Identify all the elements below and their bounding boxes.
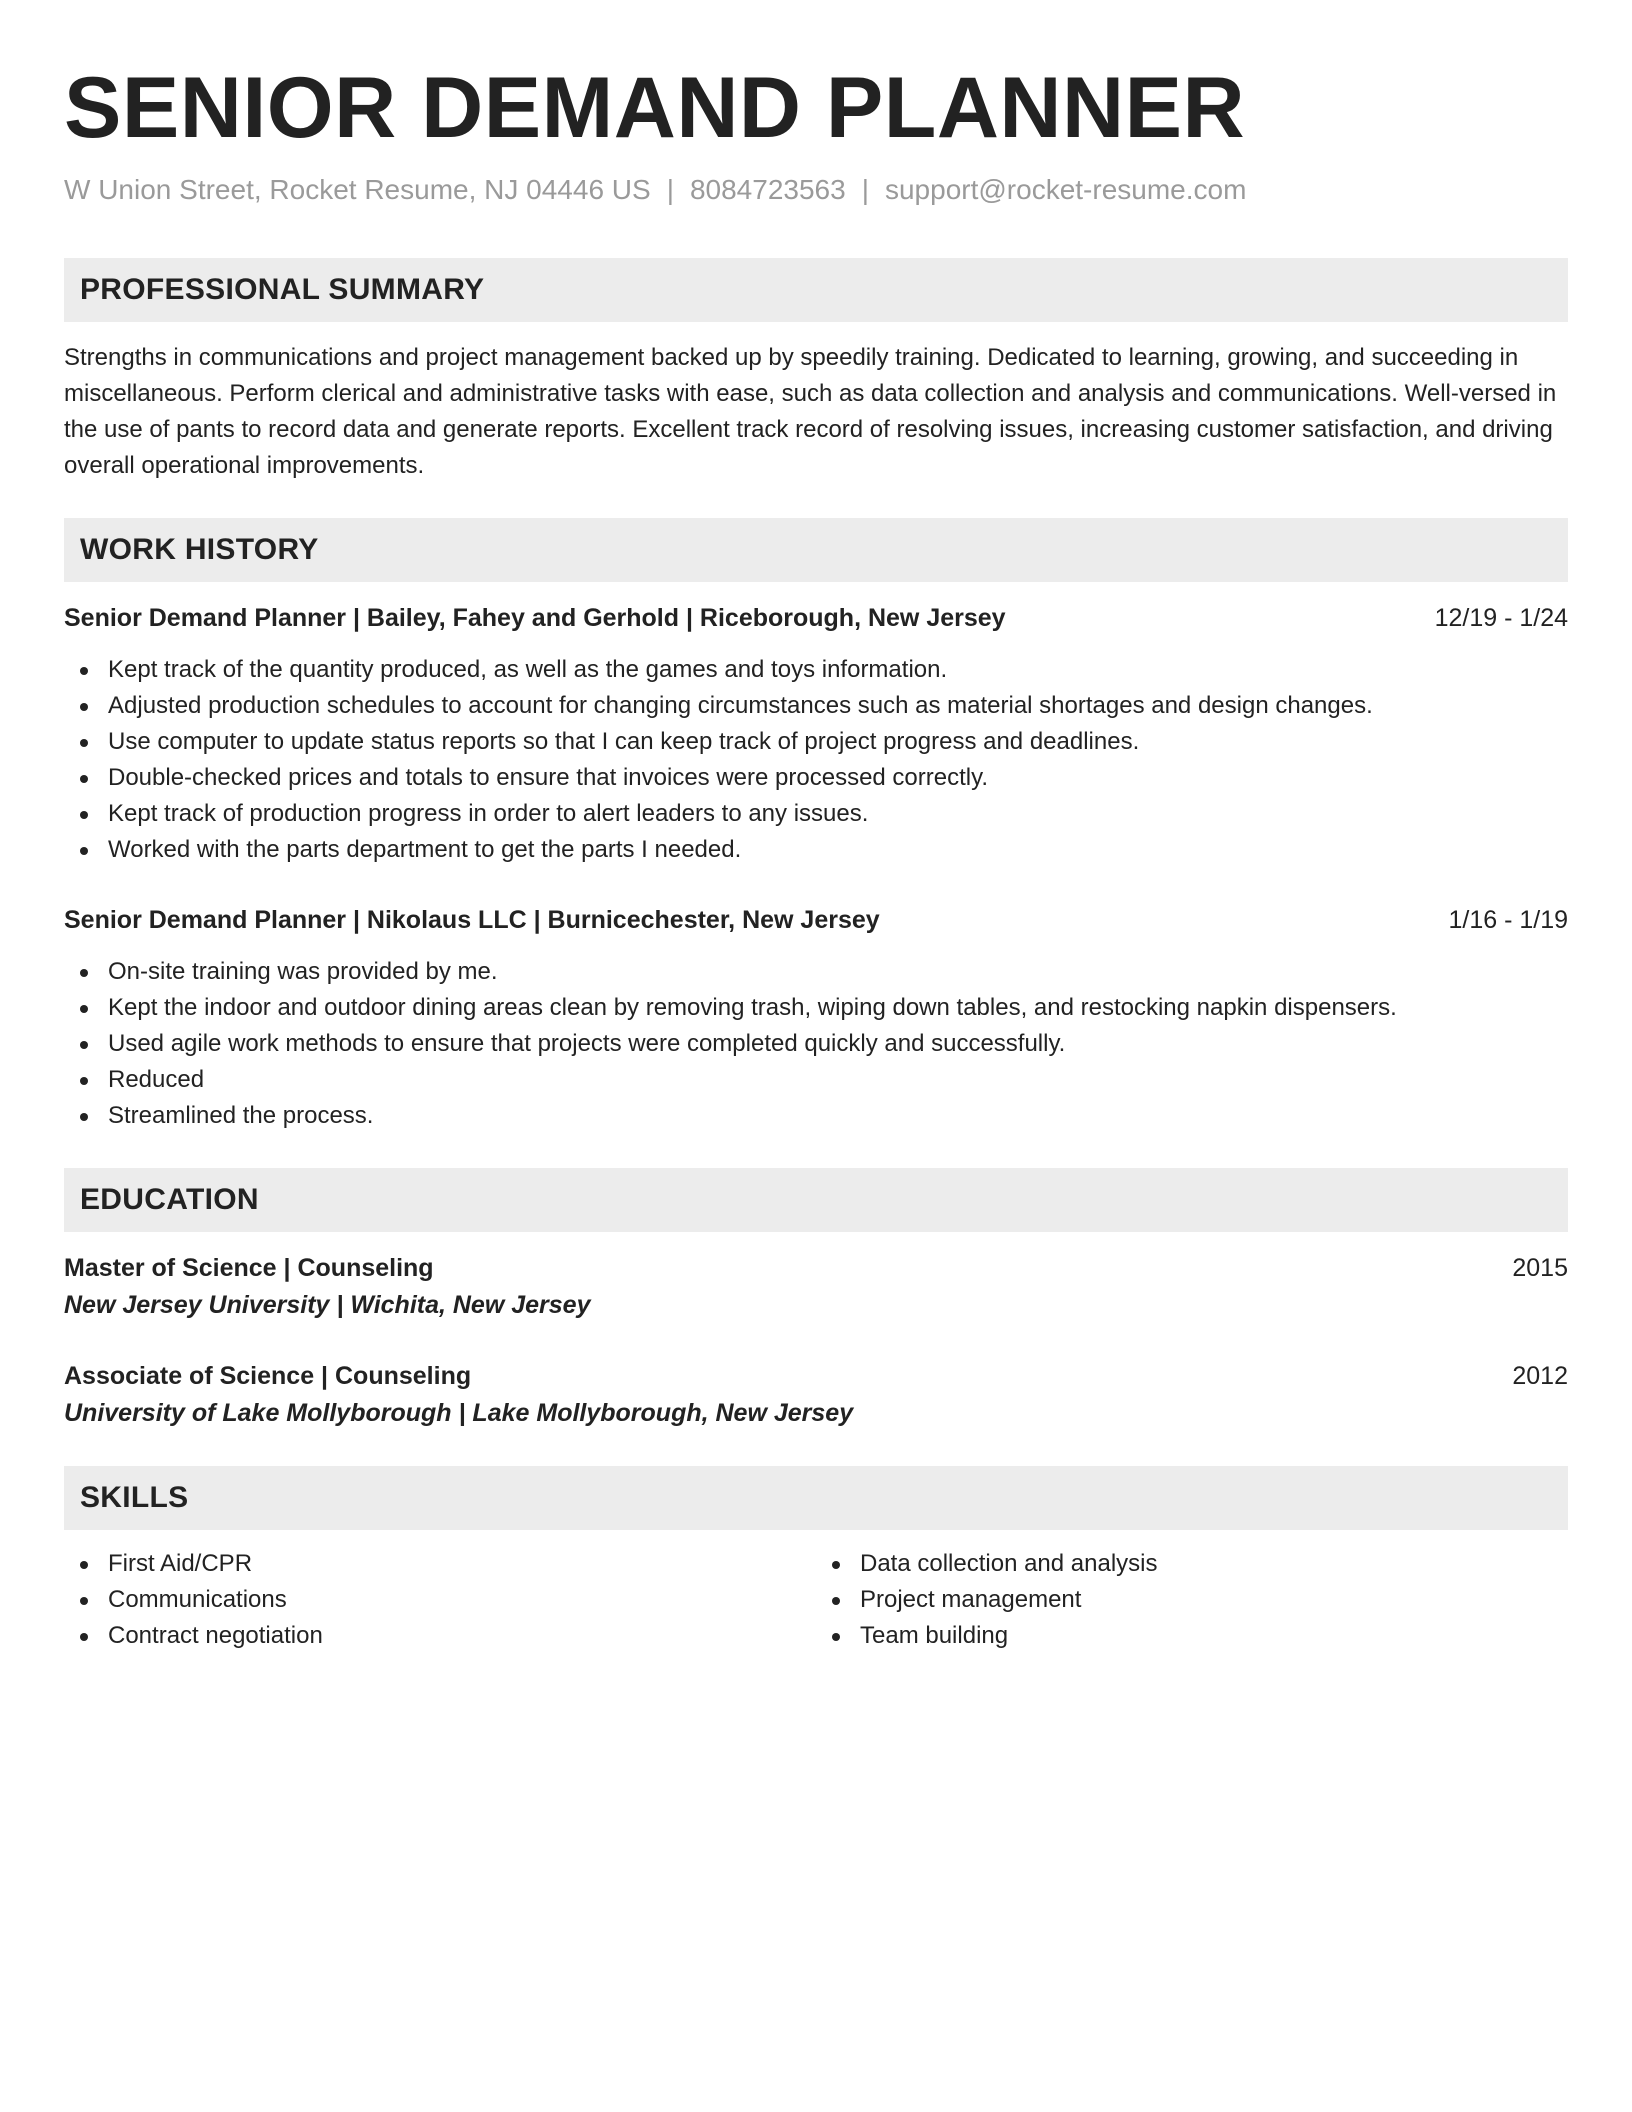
skill-item: Project management <box>816 1582 1568 1618</box>
job-bullet: Streamlined the process. <box>64 1098 1568 1134</box>
contact-address: W Union Street, Rocket Resume, NJ 04446 US <box>64 174 651 205</box>
job-bullet: Worked with the parts department to get the parts I needed. <box>64 832 1568 868</box>
job-dates: 12/19 - 1/24 <box>1434 604 1568 632</box>
school-name: University of Lake Mollyborough | Lake Mollyborough, New Jersey <box>64 1399 854 1427</box>
skills-heading: SKILLS <box>64 1466 1568 1530</box>
skill-item: Team building <box>816 1618 1568 1654</box>
summary-text: Strengths in communications and project management backed up by speedily training. Dedicated to learning, growing, and succeeding in miscellaneous. Perform clerical and administrative tasks with ease, such as data collection and analysis and communications. Well-versed in the use of pants to record data and generate reports. Excellent track record of resolving issues, increasing customer satisfaction, and driving overall operational improvements. <box>64 344 1557 479</box>
skill-item: Communications <box>64 1582 816 1618</box>
job-dates: 1/16 - 1/19 <box>1448 906 1568 934</box>
job-bullet: Use computer to update status reports so that I can keep track of project progress and deadlines. <box>64 724 1568 760</box>
job-bullet: On-site training was provided by me. <box>64 954 1568 990</box>
summary-heading: PROFESSIONAL SUMMARY <box>64 258 1568 322</box>
school-name: New Jersey University | Wichita, New Jersey <box>64 1291 591 1319</box>
education-heading: EDUCATION <box>64 1168 1568 1232</box>
contact-phone: 8084723563 <box>689 174 846 205</box>
job-header <box>64 902 1568 938</box>
job-bullet: Reduced <box>64 1062 1568 1098</box>
job-entry <box>64 600 1568 868</box>
graduation-year: 2012 <box>1512 1362 1568 1390</box>
skill-item: Contract negotiation <box>64 1618 816 1654</box>
contact-separator: | <box>666 174 674 205</box>
job-bullet: Kept track of the quantity produced, as well as the games and toys information. <box>64 652 1568 688</box>
contact-line <box>64 172 1568 208</box>
skills-column-left <box>64 1546 816 1654</box>
education-header <box>64 1250 1568 1286</box>
skill-item: First Aid/CPR <box>64 1546 816 1582</box>
skills-grid <box>64 1546 1568 1654</box>
work-history-heading: WORK HISTORY <box>64 518 1568 582</box>
job-bullets <box>64 954 1568 1134</box>
degree: Master of Science | Counseling <box>64 1254 434 1282</box>
job-title: Senior Demand Planner | Bailey, Fahey and Gerhold | Riceborough, New Jersey <box>64 604 1006 632</box>
skill-item: Data collection and analysis <box>816 1546 1568 1582</box>
job-entry <box>64 902 1568 1134</box>
candidate-name: SENIOR DEMAND PLANNER <box>64 60 1246 156</box>
education-entry <box>64 1358 1568 1432</box>
skills-column-right <box>816 1546 1568 1654</box>
job-bullet: Kept the indoor and outdoor dining areas clean by removing trash, wiping down tables, and restocking napkin dispensers. <box>64 990 1568 1026</box>
graduation-year: 2015 <box>1512 1254 1568 1282</box>
contact-email: support@rocket-resume.com <box>884 174 1247 205</box>
education-header <box>64 1358 1568 1394</box>
job-bullet: Kept track of production progress in order to alert leaders to any issues. <box>64 796 1568 832</box>
job-bullet: Double-checked prices and totals to ensure that invoices were processed correctly. <box>64 760 1568 796</box>
job-bullets <box>64 652 1568 868</box>
degree: Associate of Science | Counseling <box>64 1362 472 1390</box>
job-title: Senior Demand Planner | Nikolaus LLC | Burnicechester, New Jersey <box>64 906 880 934</box>
job-bullet: Used agile work methods to ensure that projects were completed quickly and successfully. <box>64 1026 1568 1062</box>
contact-separator: | <box>861 174 869 205</box>
education-entry <box>64 1250 1568 1324</box>
job-header <box>64 600 1568 636</box>
job-bullet: Adjusted production schedules to account for changing circumstances such as material shortages and design changes. <box>64 688 1568 724</box>
